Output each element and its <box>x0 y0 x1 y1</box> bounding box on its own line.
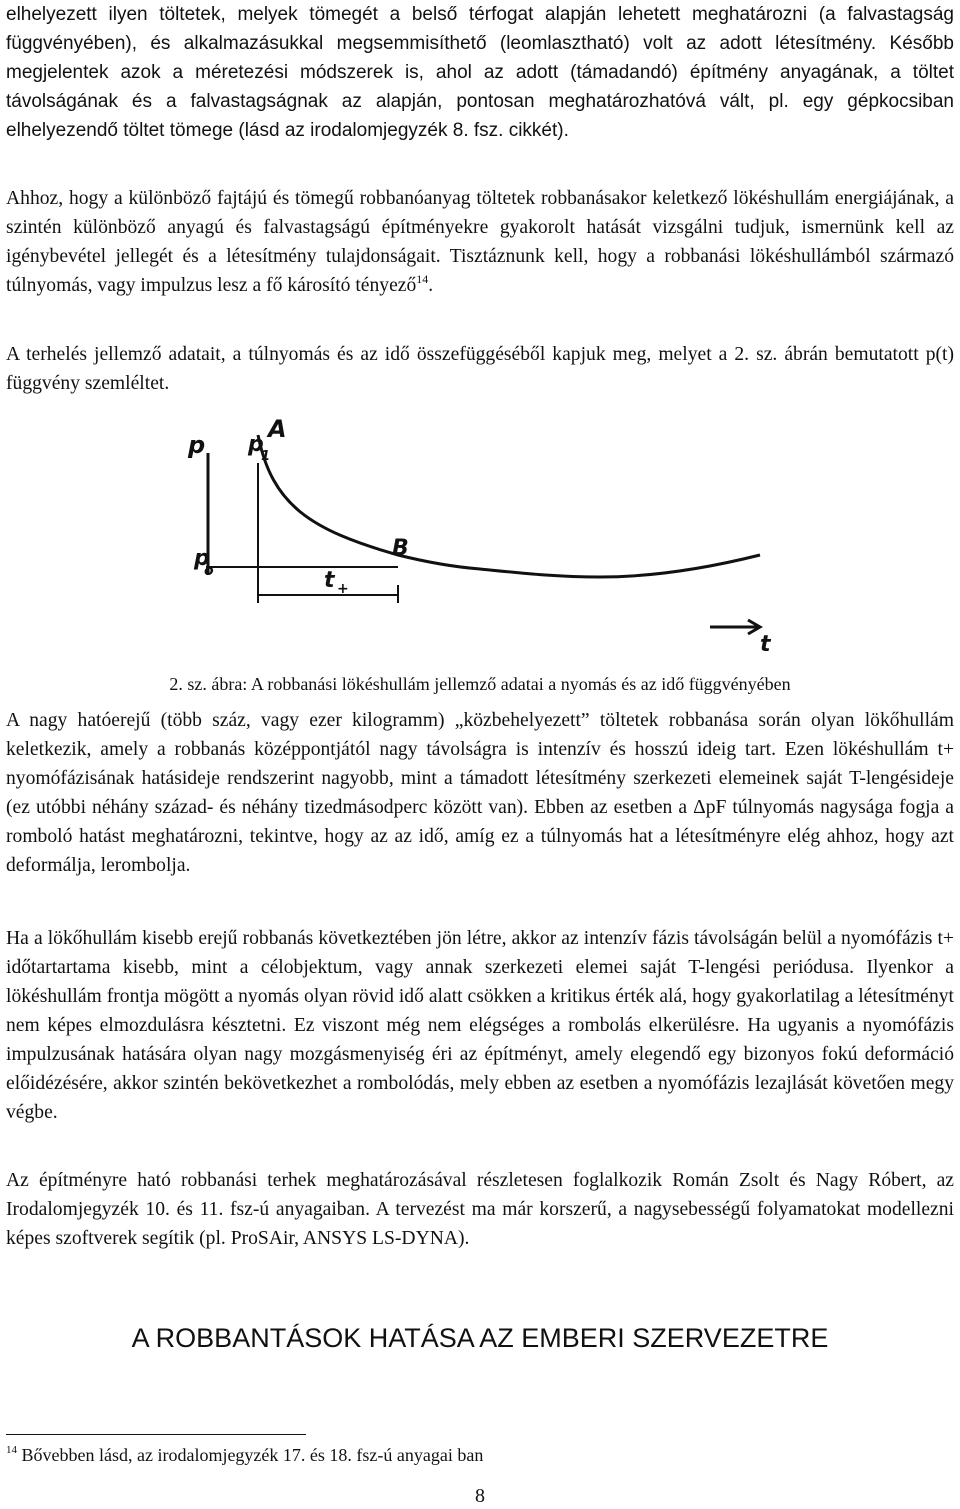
pressure-curve <box>258 435 760 577</box>
footnote-text: Bővebben lásd, az irodalomjegyzék 17. és 18. fsz-ú anyagai ban <box>17 1445 484 1465</box>
page-number: 8 <box>475 1485 485 1507</box>
label-B: B <box>392 536 409 561</box>
label-t: t <box>760 632 771 657</box>
footnote <box>6 1440 483 1470</box>
label-p: p <box>188 431 206 459</box>
footnote-reference-14[interactable]: 14 <box>416 272 429 286</box>
paragraph-software: Az építményre ható robbanási terhek meghatározásával részletesen foglalkozik Román Zsolt és Nagy Róbert, az Irodalomjegyzék 10. és 11. fsz-ú anyagaiban. A tervezést ma már korszerű, a nagysebességű folyamatokat modellezni képes szoftverek segítik (pl. ProSAir, ANSYS LS-DYNA). <box>6 1170 954 1249</box>
paragraph-blast-energy <box>6 184 954 300</box>
paragraph-blast-energy-end: . <box>428 275 434 296</box>
label-p0-subscript: o <box>204 563 214 579</box>
pressure-time-diagram <box>160 405 800 670</box>
paragraph-large-charges: A nagy hatóerejű (több száz, vagy ezer kilogramm) „közbehelyezett” töltetek robbanása során olyan lökőhullám keletkezik, amely a robbanás középpontjától nagy távolságra is intenzív és hosszú ideig tart. Ezen lökéshullám t+ nyomófázisának hatásideje rendszerint nagyobb, mint a támadott létesítmény szerkezeti elemeinek saját T-lengésideje (ez utóbbi néhány század- és néhány tizedmásodperc között van). Ebben az esetben a ΔpF túlnyomás nagysága fogja a romboló hatást meghatározni, tekintve, hogy az az idő, amíg ez a túlnyomás hat a létesítményre elég ahhoz, hogy azt deformálja, lerombolja. <box>6 710 954 876</box>
section-heading: A ROBBANTÁSOK HATÁSA AZ EMBERI SZERVEZETRE <box>131 1323 829 1353</box>
label-p0: p <box>194 546 210 571</box>
footnote-mark: 14 <box>6 1444 17 1456</box>
paragraph-intro: elhelyezett ilyen töltetek, melyek tömegét a belső térfogat alapján lehetett meghatározni (a falvastagság függvényében), és alkalmazásukkal megsemmisíthető (leomlasztható) volt az adott létesítmény. Később megjelentek azok a méretezési módszerek is, ahol az adott (támadandó) építmény anyagának, a töltet távolságának és a falvastagságnak az alapján, pontosan meghatározhatóvá vált, pl. egy gépkocsiban elhelyezendő töltet tömege (lásd az irodalomjegyzék 8. fsz. cikkét). <box>6 4 954 141</box>
label-t-plus: t <box>324 568 335 593</box>
footnote-divider <box>6 1434 306 1435</box>
label-p1-subscript: 1 <box>261 449 271 464</box>
paragraph-blast-energy-text: Ahhoz, hogy a különböző fajtájú és tömegű robbanóanyag töltetek robbanásakor keletkező lökéshullám energiájának, a szintén különböző anyagú és falvastagságú építményekre gyakorolt hatását vizsgálni tudjuk, ismernünk kell az igénybevétel jellegét és a létesítmény tulajdonságait. Tisztáznunk kell, hogy a robbanási lökéshullámból származó túlnyomás, vagy impulzus lesz a fő károsító tényező <box>6 188 954 296</box>
paragraph-load-data: A terhelés jellemző adatait, a túlnyomás és az idő összefüggéséből kapjuk meg, melyet a 2. sz. ábrán bemutatott p(t) függvény szemléltet. <box>6 344 954 394</box>
label-t-plus-subscript: + <box>337 581 349 597</box>
paragraph-small-charges: Ha a lökőhullám kisebb erejű robbanás következtében jön létre, akkor az intenzív fázis távolságán belül a nyomófázis t+ időtartartama kisebb, mint a célobjektum, vagy annak szerkezeti elemei saját T-lengési periódusa. Ilyenkor a lökéshullám frontja mögött a nyomás olyan rövid idő alatt csökken a kritikus érték alá, hogy gyakorlatilag a létesítményt nem képes elmozdulásra késztetni. Ez viszont még nem elégséges a rombolás elkerülésre. Ha ugyanis a nyomófázis impulzusának hatására olyan nagy mozgásmenyiség éri az építményt, amely elegendő egy bizonyos fokú deformáció előidézésére, akkor szintén bekövetkezhet a rombolódás, mely ebben az esetben a nyomófázis lezajlását követően megy végbe. <box>6 928 954 1123</box>
figure-caption: 2. sz. ábra: A robbanási lökéshullám jellemző adatai a nyomás és az idő függvényében <box>169 674 791 694</box>
label-p1: p <box>248 432 264 457</box>
label-A: A <box>268 415 287 443</box>
